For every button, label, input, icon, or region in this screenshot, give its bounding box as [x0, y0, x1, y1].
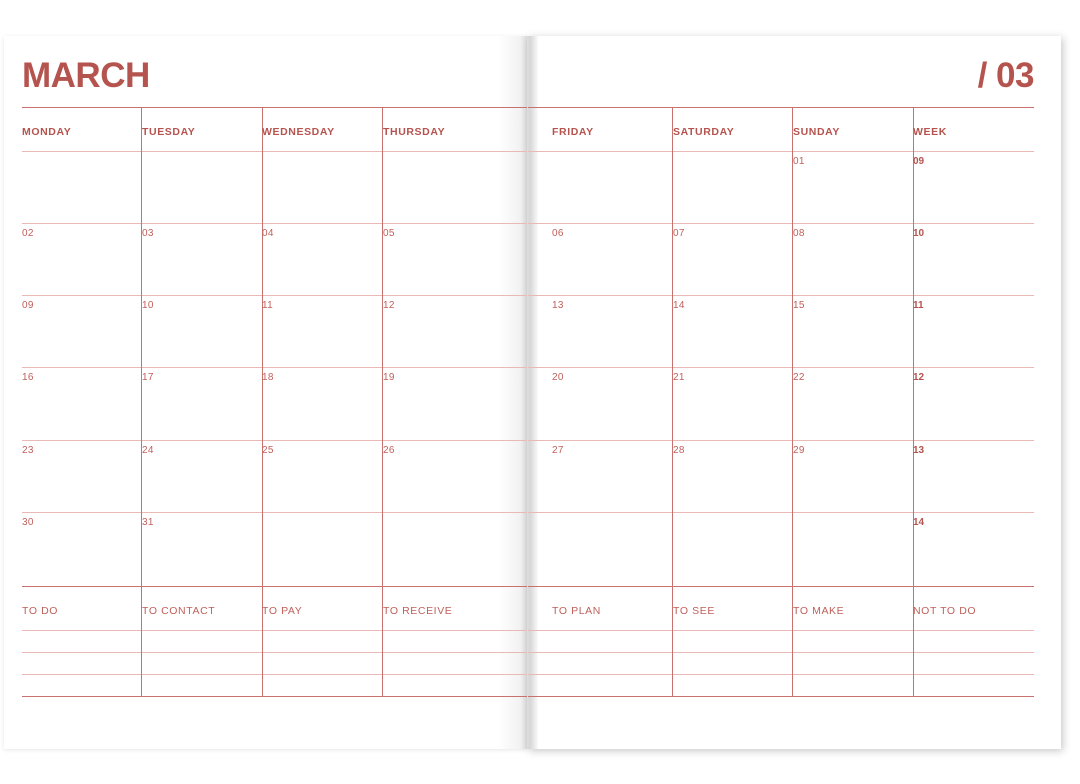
week-number: 11	[913, 300, 924, 311]
day-number: 17	[142, 372, 154, 383]
right-page	[527, 36, 1061, 749]
todo-label: TO RECEIVE	[383, 605, 453, 617]
day-number: 27	[552, 445, 564, 456]
week-number: 09	[913, 156, 925, 167]
week-row-rule	[22, 223, 527, 224]
day-number: 04	[262, 228, 274, 239]
todo-label: TO SEE	[673, 605, 715, 617]
day-number: 16	[22, 372, 34, 383]
weekday-header-friday: FRIDAY	[552, 126, 594, 138]
day-number: 13	[552, 300, 564, 311]
weekday-header-tuesday: TUESDAY	[142, 126, 196, 138]
day-number: 06	[552, 228, 564, 239]
day-number: 22	[793, 372, 805, 383]
week-row-rule	[22, 440, 527, 441]
todo-label: TO DO	[22, 605, 59, 617]
todo-writing-line	[22, 674, 527, 675]
week-row-rule	[22, 367, 527, 368]
week-row-rule	[528, 512, 1034, 513]
weekday-header-thursday: THURSDAY	[383, 126, 446, 138]
todo-writing-line	[22, 652, 527, 653]
day-number: 08	[793, 228, 805, 239]
month-number: / 03	[977, 56, 1034, 95]
week-row-rule	[528, 295, 1034, 296]
day-number: 14	[673, 300, 685, 311]
week-row-rule	[528, 367, 1034, 368]
day-number: 05	[383, 228, 395, 239]
todo-label: TO CONTACT	[142, 605, 216, 617]
day-number: 19	[383, 372, 395, 383]
day-number: 29	[793, 445, 805, 456]
todo-writing-line	[528, 674, 1034, 675]
day-number: 11	[262, 300, 273, 311]
weekday-header-monday: MONDAY	[22, 126, 72, 138]
header-bottom-rule	[528, 151, 1034, 152]
day-number: 01	[793, 156, 805, 167]
day-number: 07	[673, 228, 685, 239]
todo-label: TO PLAN	[552, 605, 601, 617]
week-row-rule	[528, 440, 1034, 441]
day-number: 30	[22, 517, 34, 528]
day-number: 09	[22, 300, 34, 311]
day-number: 23	[22, 445, 34, 456]
todo-label: NOT TO DO	[913, 605, 977, 617]
week-number: 13	[913, 445, 925, 456]
left-page	[4, 36, 528, 749]
day-number: 21	[673, 372, 685, 383]
week-number: 14	[913, 517, 925, 528]
day-number: 25	[262, 445, 274, 456]
day-number: 02	[22, 228, 34, 239]
week-row-rule	[22, 512, 527, 513]
page-bottom-rule	[528, 696, 1034, 697]
header-top-rule	[528, 107, 1034, 108]
header-top-rule	[22, 107, 527, 108]
week-number: 12	[913, 372, 925, 383]
todo-writing-line	[22, 630, 527, 631]
todo-writing-line	[528, 652, 1034, 653]
weekday-header-sunday: SUNDAY	[793, 126, 840, 138]
month-title: MARCH	[22, 56, 150, 95]
day-number: 26	[383, 445, 395, 456]
todo-writing-line	[528, 630, 1034, 631]
day-number: 28	[673, 445, 685, 456]
day-number: 24	[142, 445, 154, 456]
day-number: 10	[142, 300, 154, 311]
day-number: 03	[142, 228, 154, 239]
header-bottom-rule	[22, 151, 527, 152]
week-row-rule	[22, 295, 527, 296]
todo-label: TO MAKE	[793, 605, 845, 617]
weekday-header-wednesday: WEDNESDAY	[262, 126, 335, 138]
week-row-rule	[528, 223, 1034, 224]
day-number: 18	[262, 372, 274, 383]
weekday-header-week: WEEK	[913, 126, 947, 138]
day-number: 20	[552, 372, 564, 383]
todo-label: TO PAY	[262, 605, 303, 617]
day-number: 31	[142, 517, 154, 528]
page-bottom-rule	[22, 696, 527, 697]
day-number: 12	[383, 300, 395, 311]
calendar-bottom-rule	[528, 586, 1034, 587]
day-number: 15	[793, 300, 805, 311]
weekday-header-saturday: SATURDAY	[673, 126, 735, 138]
calendar-bottom-rule	[22, 586, 527, 587]
week-number: 10	[913, 228, 925, 239]
